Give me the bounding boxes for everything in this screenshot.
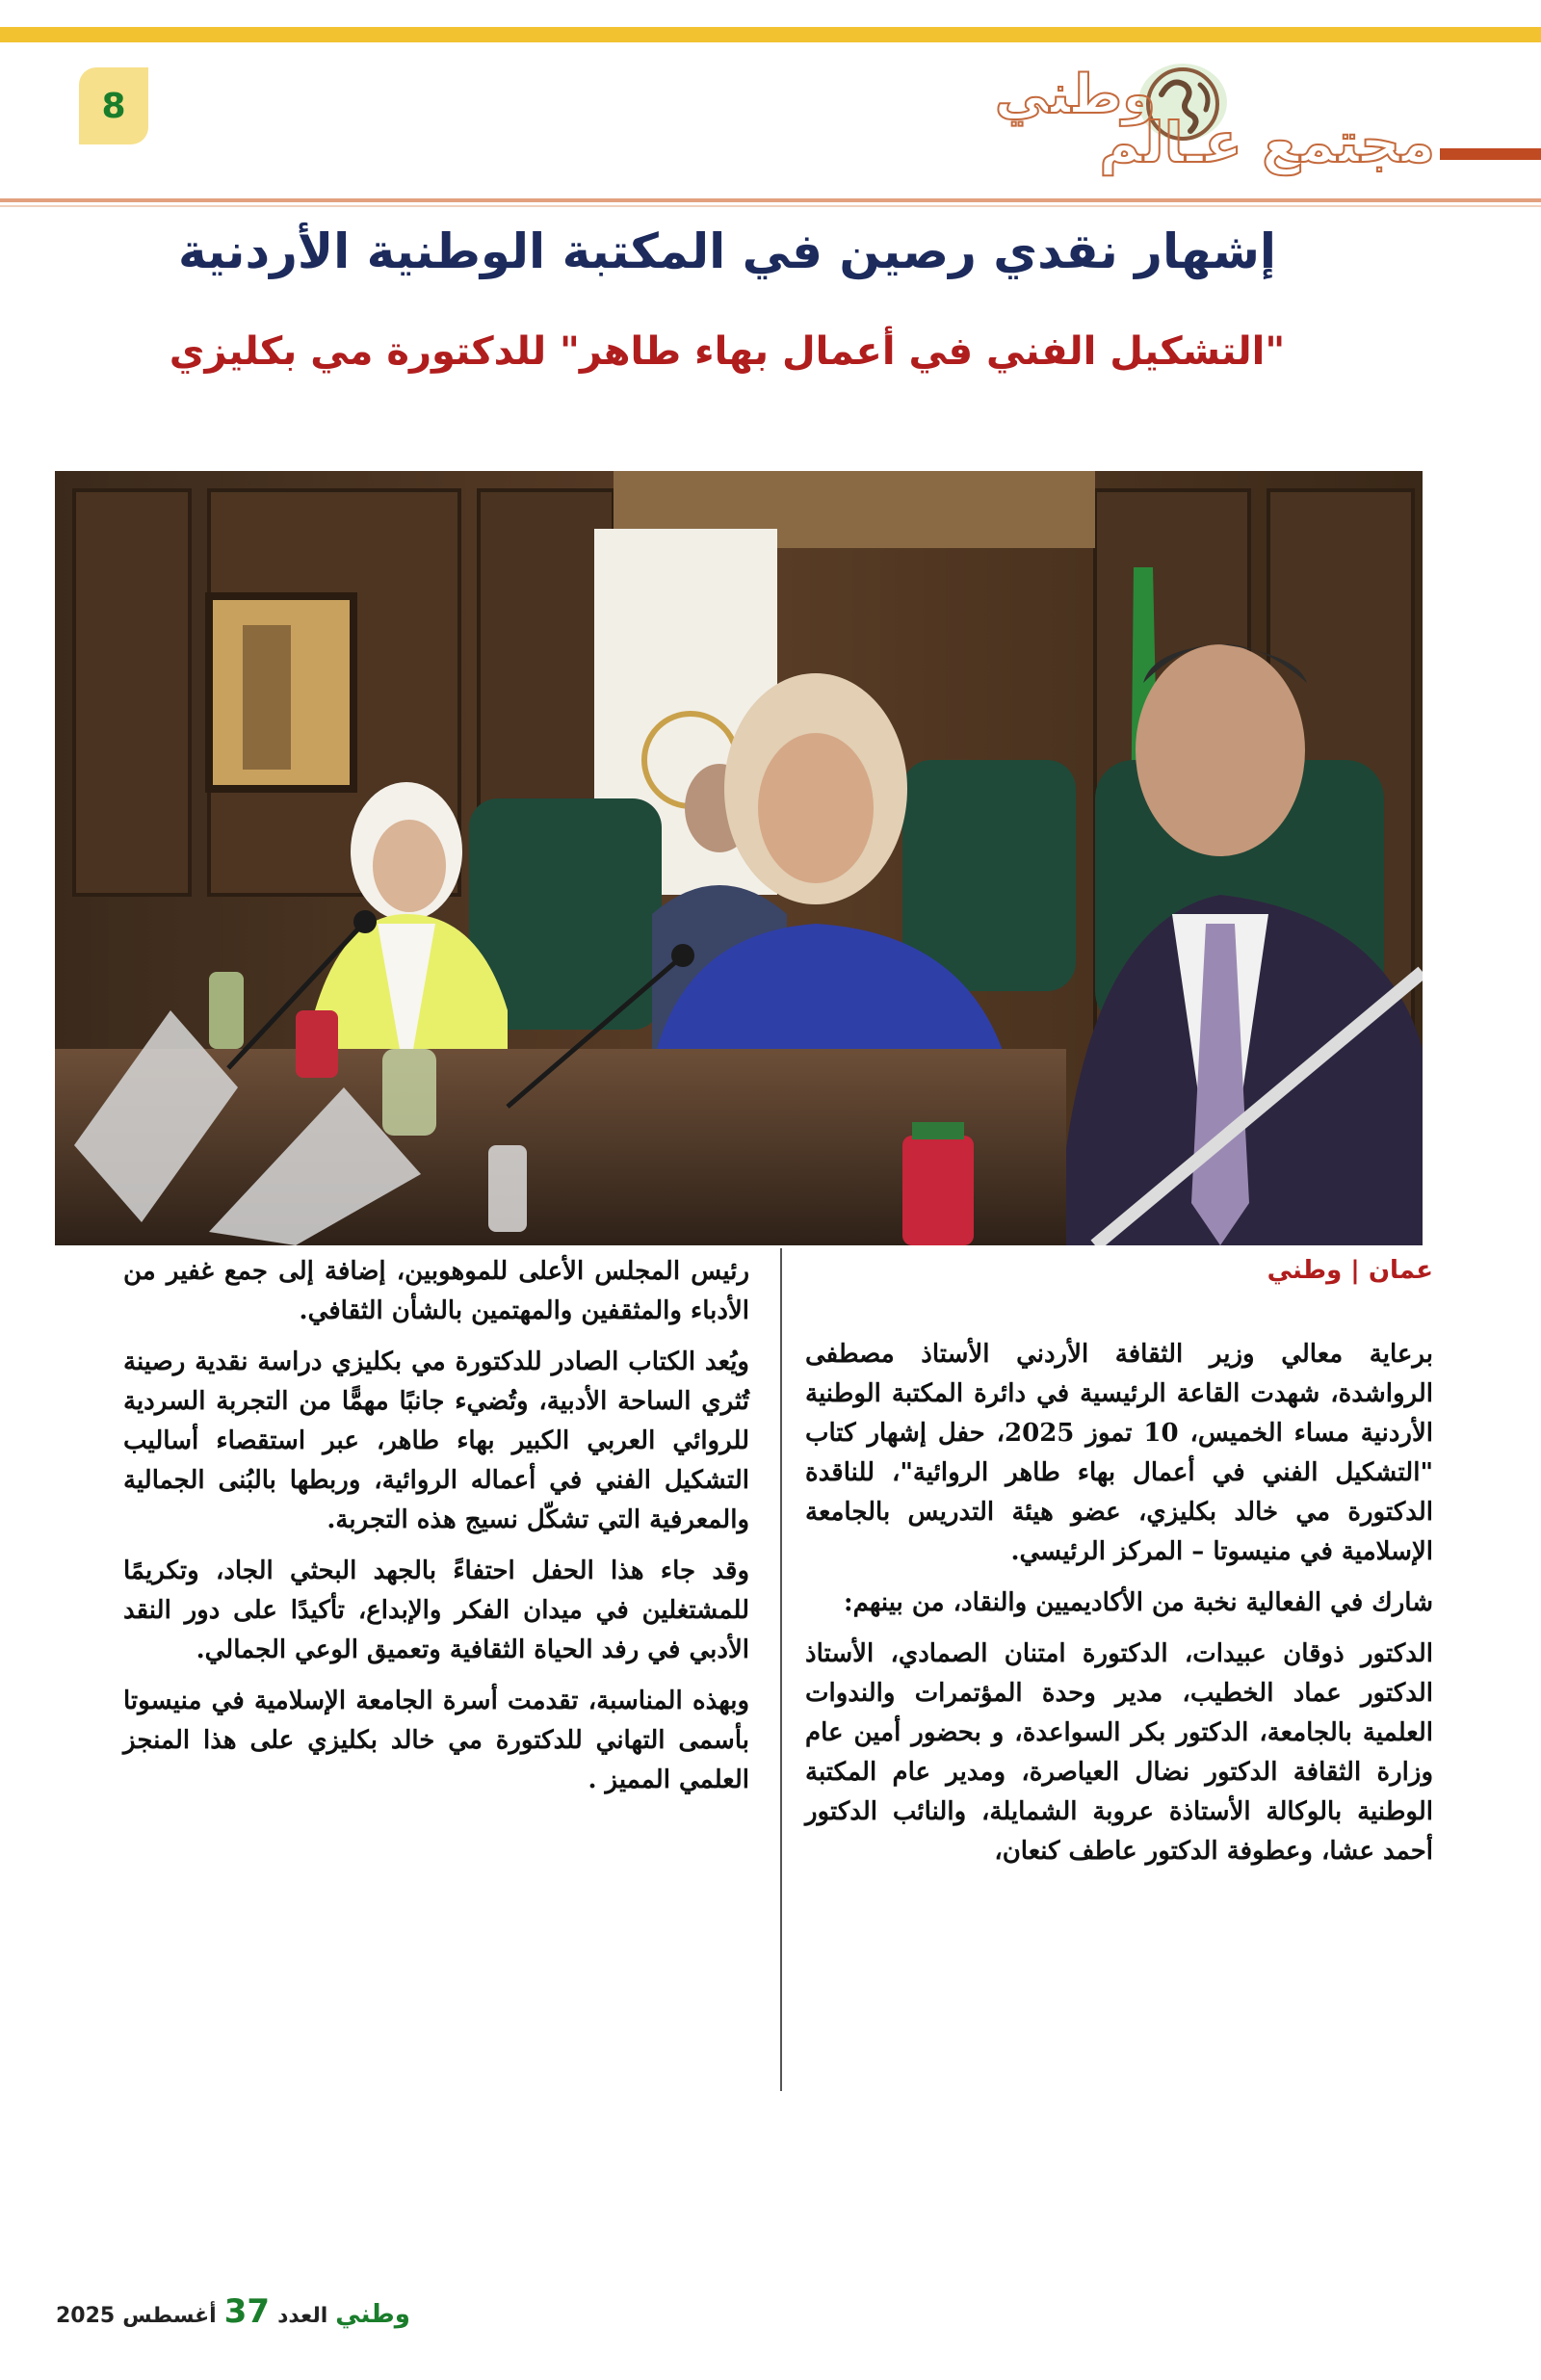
top-accent-bar <box>0 27 1541 42</box>
header-divider <box>0 198 1541 202</box>
article-column-right <box>805 1335 1433 1883</box>
article-subheadline: "التشكيل الفني في أعمال بهاء طاهر" للدكتورة مي بكليزي <box>169 329 1286 374</box>
header-divider-thin <box>0 205 1541 207</box>
paragraph: برعاية معالي وزير الثقافة الأردني الأستاذ مصطفى الرواشدة، شهدت القاعة الرئيسية في دائرة المكتبة الوطنية الأردنية مساء الخميس، 10 تموز 2025، حفل إشهار كتاب "التشكيل الفني في أعمال بهاء طاهر الروائية"، للناقدة الدكتورة مي خالد بكليزي، عضو هيئة التدريس بالجامعة الإسلامية في منيسوتا – المركز الرئيسي. <box>805 1340 1434 1566</box>
article-headline: إشهار نقدي رصين في المكتبة الوطنية الأردنية <box>177 223 1277 279</box>
logo-text-bottom: مجتمع عـالم <box>1099 110 1435 175</box>
paragraph: الدكتور ذوقان عبيدات، الدكتورة امتنان الصمادي، الأستاذ الدكتور عماد الخطيب، مدير وحدة المؤتمرات والندوات العلمية بالجامعة، الدكتور بكر السواعدة، و بحضور أمين عام وزارة الثقافة الدكتور نضال العياصرة، ومدير عام المكتبة الوطنية بالوكالة الأستاذة عروبة الشمايلة، والنائب الدكتور أحمد عشا، وعطوفة الدكتور عاطف كنعان، <box>805 1639 1433 1866</box>
paragraph: وقد جاء هذا الحفل احتفاءً بالجهد البحثي الجاد، وتكريمًا للمشتغلين في ميدان الفكر والإبداع، تأكيدًا على دور النقد الأدبي في رفد الحياة الثقافية وتعميق الوعي الجمالي. <box>123 1556 749 1664</box>
page-footer <box>56 2292 410 2331</box>
footer-month: أغسطس <box>122 2304 217 2328</box>
footer-brand: وطني <box>335 2300 410 2329</box>
footer-issue-label: العدد <box>277 2304 328 2328</box>
footer-year: 2025 <box>56 2304 116 2328</box>
paragraph: شارك في الفعالية نخبة من الأكاديميين والنقاد، من بينهم: <box>843 1588 1433 1617</box>
footer-issue-number: 37 <box>223 2292 271 2331</box>
article-column-left <box>123 1252 749 1812</box>
event-photo <box>55 471 1423 1245</box>
logo-text-top: وطني <box>994 64 1156 126</box>
magazine-logo <box>982 56 1454 181</box>
logo-stripe <box>1440 148 1541 160</box>
paragraph: وبهذه المناسبة، تقدمت أسرة الجامعة الإسلامية في منيسوتا بأسمى التهاني للدكتورة مي خالد بكليزي على هذا المنجز العلمي المميز . <box>123 1687 749 1794</box>
column-divider <box>780 1248 782 2091</box>
paragraph: رئيس المجلس الأعلى للموهوبين، إضافة إلى جمع غفير من الأدباء والمثقفين والمهتمين بالشأن الثقافي. <box>123 1257 749 1325</box>
dateline: عمان | وطني <box>1267 1256 1433 1285</box>
paragraph: ويُعد الكتاب الصادر للدكتورة مي بكليزي دراسة نقدية رصينة تُثري الساحة الأدبية، وتُضيء جانبًا مهمًّا من التجربة السردية للروائي العربي الكبير بهاء طاهر، عبر استقصاء أساليب التشكيل الفني في أعماله الروائية، وربطها بالبُنى الجمالية والمعرفية التي تشكّل نسيج هذه التجربة. <box>123 1347 749 1534</box>
page-number-badge: 8 <box>79 67 148 144</box>
